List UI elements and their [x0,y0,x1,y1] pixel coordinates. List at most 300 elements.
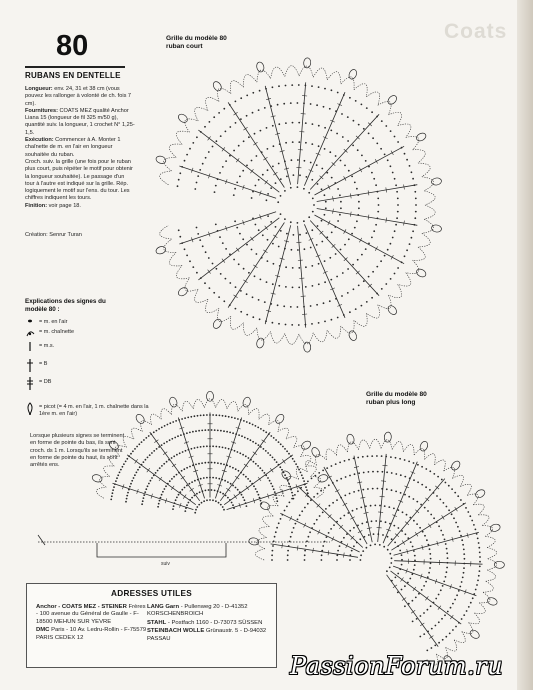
fan-stitch [161,427,163,429]
short-stitch [365,248,367,250]
short-stitch [347,116,349,118]
short-stitch [297,186,299,188]
long-stitch [447,611,449,613]
short-stitch [404,221,405,226]
long-stitch [478,547,480,549]
short-stitch [184,248,186,250]
long-stitch [331,465,333,467]
short-stitch [234,188,236,190]
fan-stitch [115,480,117,482]
fan-stitch [196,506,198,508]
short-stitch [397,267,399,269]
short-stitch [371,237,373,239]
short-stitch [312,123,314,125]
long-stitch [424,507,426,509]
short-stitch [310,247,312,249]
fan-stitch [232,432,234,434]
fan-stitch [243,420,245,422]
fan-stitch [253,461,255,463]
picot-icon [25,402,37,416]
long-stitch [467,511,469,513]
fan-stitch [231,417,233,419]
short-stitch [209,121,211,123]
long-stitch [450,615,453,619]
fan-stitch [262,440,266,443]
long-stitch [398,527,400,529]
fan-stitch [141,503,143,505]
address-text: - Pullenweg 20 - D-41352 KORSCHENBROICH [147,604,248,618]
long-stitch [423,612,425,614]
long-stitch [307,503,309,505]
fan-stitch [237,489,239,491]
long-stitch [463,567,465,569]
fan-stitch [238,470,240,472]
fan-stitch [208,462,210,464]
long-stitch [434,460,445,471]
long-stitch [295,523,297,525]
long-stitch [259,500,271,511]
long-stitch [350,517,354,520]
short-stitch [333,196,334,201]
fan-stitch [273,488,275,490]
short-stitch [415,132,427,143]
fan-stitch [241,494,243,496]
long-stitch [287,550,289,552]
fan-stitch [184,487,186,489]
long-stitch [465,507,467,509]
long-stitch [456,594,458,596]
long-stitch [425,596,428,600]
addresses-box [26,583,277,668]
short-stitch [179,166,276,198]
long-stitch [301,510,303,512]
long-stitch [393,525,395,527]
short-stitch [304,224,345,317]
fan-stitch [199,491,201,493]
fan-stitch [165,485,167,487]
short-stitch [329,151,331,153]
short-stitch [297,306,299,308]
short-stitch [253,142,257,145]
short-stitch [222,259,225,263]
short-stitch [349,311,351,313]
short-stitch [290,187,292,189]
fan-stitch [269,480,271,482]
short-stitch [285,324,287,326]
fan-stitch [197,447,199,449]
short-stitch [275,182,277,184]
legend-text: = picot (= 4 m. en l'air, 1 m. chaînette dans la 1ère m. en l'air) [39,404,149,417]
short-stitch [317,183,319,185]
long-stitch [386,570,388,572]
legend-row-picot [25,402,155,422]
short-stitch [331,232,333,234]
short-stitch [329,257,331,259]
address-company: STEINBACH WOLLE [147,628,205,635]
short-stitch [270,221,272,223]
fan-stitch [200,446,202,448]
legend-text: = B [39,361,48,367]
short-stitch [366,301,368,303]
short-stitch [239,233,241,235]
fan-stitch [194,447,196,449]
fan-stitch [228,448,230,450]
long-stitch [442,515,445,519]
long-stitch [446,640,457,651]
long-stitch [275,531,277,533]
long-stitch [441,479,443,481]
long-stitch [455,626,457,628]
short-stitch [212,318,223,330]
short-stitch [240,118,242,120]
long-stitch [367,455,369,457]
short-stitch [424,191,435,205]
short-stitch [358,124,360,126]
short-stitch [286,233,288,235]
long-stitch [390,456,392,458]
short-stitch [349,97,351,99]
short-stitch [372,271,374,273]
long-stitch [286,506,288,508]
fan-stitch [96,487,106,498]
short-stitch [235,286,237,288]
fan-stitch [267,452,269,454]
long-stitch [352,510,354,512]
short-stitch [219,172,221,174]
short-stitch [256,337,265,348]
short-stitch [396,191,398,193]
long-stitch [429,548,431,550]
fan-stitch [160,497,162,499]
short-stitch [368,133,370,135]
short-stitch [312,211,314,213]
short-stitch [373,178,375,180]
long-stitch [448,485,450,487]
short-stitch [304,248,306,250]
section-title: RUBANS EN DENTELLE [25,71,121,80]
short-stitch [257,70,271,82]
fan-stitch [288,453,290,455]
long-stitch [454,492,456,494]
short-stitch [386,304,398,316]
long-stitch [359,440,370,450]
fan-stitch [166,441,168,443]
long-stitch [395,457,397,459]
long-stitch [304,554,306,556]
short-stitch [189,260,191,262]
short-stitch [318,263,320,265]
long-stitch [438,594,440,596]
long-stitch [429,636,433,639]
long-stitch [455,507,458,511]
long-stitch [328,484,330,486]
long-stitch [445,482,447,484]
short-stitch [387,159,389,161]
short-stitch [318,86,320,88]
short-stitch [351,176,353,178]
long-stitch [442,534,444,536]
fan-stitch [147,485,149,487]
short-stitch [233,259,235,261]
short-stitch [321,241,323,243]
short-stitch [225,160,227,162]
long-stitch [313,496,315,498]
fan-stitch [234,495,237,499]
short-stitch [179,236,181,238]
long-stitch [400,492,402,494]
long-stitch [326,467,328,469]
long-stitch [401,589,403,591]
short-stitch [368,276,370,278]
short-stitch [250,237,253,241]
long-stitch [476,584,478,586]
short-stitch [246,293,248,295]
long-stitch [304,559,306,561]
long-stitch [340,478,342,480]
fan-stitch [223,464,225,466]
fan-stitch [207,391,214,401]
short-stitch [256,61,265,72]
short-stitch [418,163,430,177]
short-stitch [394,230,396,232]
fan-stitch [197,415,199,417]
long-stitch [453,517,455,519]
short-stitch [225,278,227,280]
fan-stitch [188,502,190,504]
long-stitch [417,464,419,466]
short-stitch [272,166,274,168]
addresses-title: ADRESSES UTILES [111,589,192,598]
long-stitch [429,470,431,472]
short-stitch [280,230,282,232]
short-stitch [292,122,294,124]
fan-stitch [203,414,205,416]
long-stitch [358,472,360,474]
short-stitch [275,226,277,228]
long-stitch [297,490,299,492]
long-stitch [446,552,448,554]
fan-stitch [224,480,226,482]
long-stitch [483,581,493,592]
fan-stitch [133,477,135,479]
short-stitch [313,204,315,206]
fan-stitch [314,487,324,498]
short-stitch [317,225,319,227]
title-rule [25,66,125,68]
fan-stitch [129,486,131,488]
fan-stitch [291,492,293,494]
long-stitch [463,549,465,551]
long-stitch [399,550,401,552]
long-stitch [429,567,431,569]
short-stitch [396,217,398,219]
short-stitch [299,174,301,176]
fan-stitch [117,474,119,476]
legend-text: = m. chaînette [39,329,75,335]
short-stitch [336,133,338,135]
short-stitch [267,239,269,241]
long-stitch [475,529,477,531]
fan-stitch [157,470,159,472]
fan-stitch [182,451,184,453]
fan-stitch [229,432,231,434]
long-stitch [425,486,427,488]
short-stitch [324,148,326,150]
fan-stitch [220,491,222,493]
short-stitch [413,150,426,163]
fan-stitch [163,463,165,465]
long-stitch [433,473,435,475]
short-stitch [354,227,356,229]
long-stitch [479,552,481,554]
fan-stitch [164,488,166,490]
fan-stitch [191,497,193,499]
short-stitch [260,130,262,132]
long-stitch [340,518,342,520]
short-stitch [169,144,182,157]
long-stitch [393,585,397,588]
fan-stitch [284,448,286,450]
long-stitch [280,518,282,520]
short-stitch [297,222,299,224]
long-stitch [321,550,323,552]
short-stitch [324,321,326,323]
long-stitch [345,476,347,478]
long-stitch [446,506,448,508]
fan-stitch [209,499,211,501]
long-stitch [329,505,331,507]
long-stitch [383,546,385,548]
short-stitch [222,166,224,168]
fan-stitch [220,504,222,506]
short-stitch [325,207,327,209]
fan-stitch [163,452,167,455]
cross-one-icon [25,359,37,373]
short-stitch [206,299,219,312]
short-stitch [340,201,342,203]
short-stitch [366,107,368,109]
long-stitch [450,460,462,472]
long-stitch [445,636,447,638]
short-stitch [394,136,396,138]
long-stitch [419,636,421,638]
long-stitch [305,545,307,547]
short-stitch [243,268,245,270]
address-text: - Postfach 1160 - D-73073 SÜSSEN [167,619,263,626]
long-motif [248,432,504,667]
short-stitch [208,151,210,153]
long-stitch [438,606,441,610]
fan-stitch [272,457,274,459]
short-stitch [298,141,300,143]
long-stitch [343,515,345,517]
long-stitch [402,511,404,513]
long-stitch [383,465,388,466]
short-stitch [380,148,382,150]
long-stitch [353,491,355,493]
fan-stitch [158,428,160,430]
short-stitch [199,239,201,241]
short-stitch [215,185,217,187]
short-stitch [372,137,374,139]
short-stitch [262,174,264,176]
short-stitch [252,296,254,298]
fan-stitch [147,468,150,472]
short-stitch [394,273,396,275]
long-stitch [391,472,393,474]
short-stitch [267,193,269,195]
short-stitch [404,185,405,190]
long-stitch [487,559,496,570]
fan-stitch [156,448,158,450]
short-stitch [186,255,188,257]
long-stitch [479,566,481,568]
short-stitch [392,172,394,174]
long-stitch [344,553,345,558]
short-stitch [186,154,188,156]
fan-stitch [226,431,228,433]
short-stitch [240,290,242,292]
long-stitch [450,607,452,609]
fan-stitch [225,415,227,417]
fan-stitch [270,468,273,472]
fan-stitch [252,441,254,443]
fan-stitch [182,401,193,411]
fan-stitch [250,439,252,441]
short-stitch [285,142,287,144]
short-stitch [365,160,367,162]
long-stitch [416,618,418,620]
fan-stitch [158,503,160,505]
short-stitch [394,178,396,180]
address-text: Paris - 10 Av. Ledru-Rollin - F-75579 PARIS CEDEX 12 [36,627,147,641]
long-stitch [395,577,397,579]
long-stitch [307,481,309,483]
short-stitch [242,238,244,240]
short-stitch [197,175,199,177]
fan-stitch [161,409,172,420]
long-stitch [404,605,406,607]
short-stitch [213,116,215,118]
long-stitch [489,523,500,532]
short-stitch [160,171,172,185]
long-stitch [370,505,372,507]
long-stitch [316,454,327,465]
short-stitch [258,229,260,231]
short-stitch [371,297,373,299]
short-stitch [305,122,307,124]
fan-stitch [263,448,265,450]
short-stitch [340,207,342,209]
short-stitch [385,283,387,285]
fan-stitch [220,463,222,465]
fan-stitch [275,494,277,496]
long-stitch [328,550,329,555]
short-stitch [258,109,260,111]
short-stitch [272,86,274,88]
short-stitch [272,125,274,127]
address-text: Frères - 100 avenue du Général de Gaulle - F-18500 MEHUN SUR YEVRE [36,604,146,625]
fan-stitch [145,437,147,439]
short-stitch [252,112,254,114]
long-stitch [324,467,367,544]
legend-title: Explications des signes du modèle 80 : [25,298,106,313]
short-stitch [212,80,223,92]
short-stitch [310,103,312,105]
long-stitch [332,502,334,504]
fan-stitch [257,465,259,467]
address-text: Grünaustr. 5 - D-94032 PASSAU [147,628,267,642]
